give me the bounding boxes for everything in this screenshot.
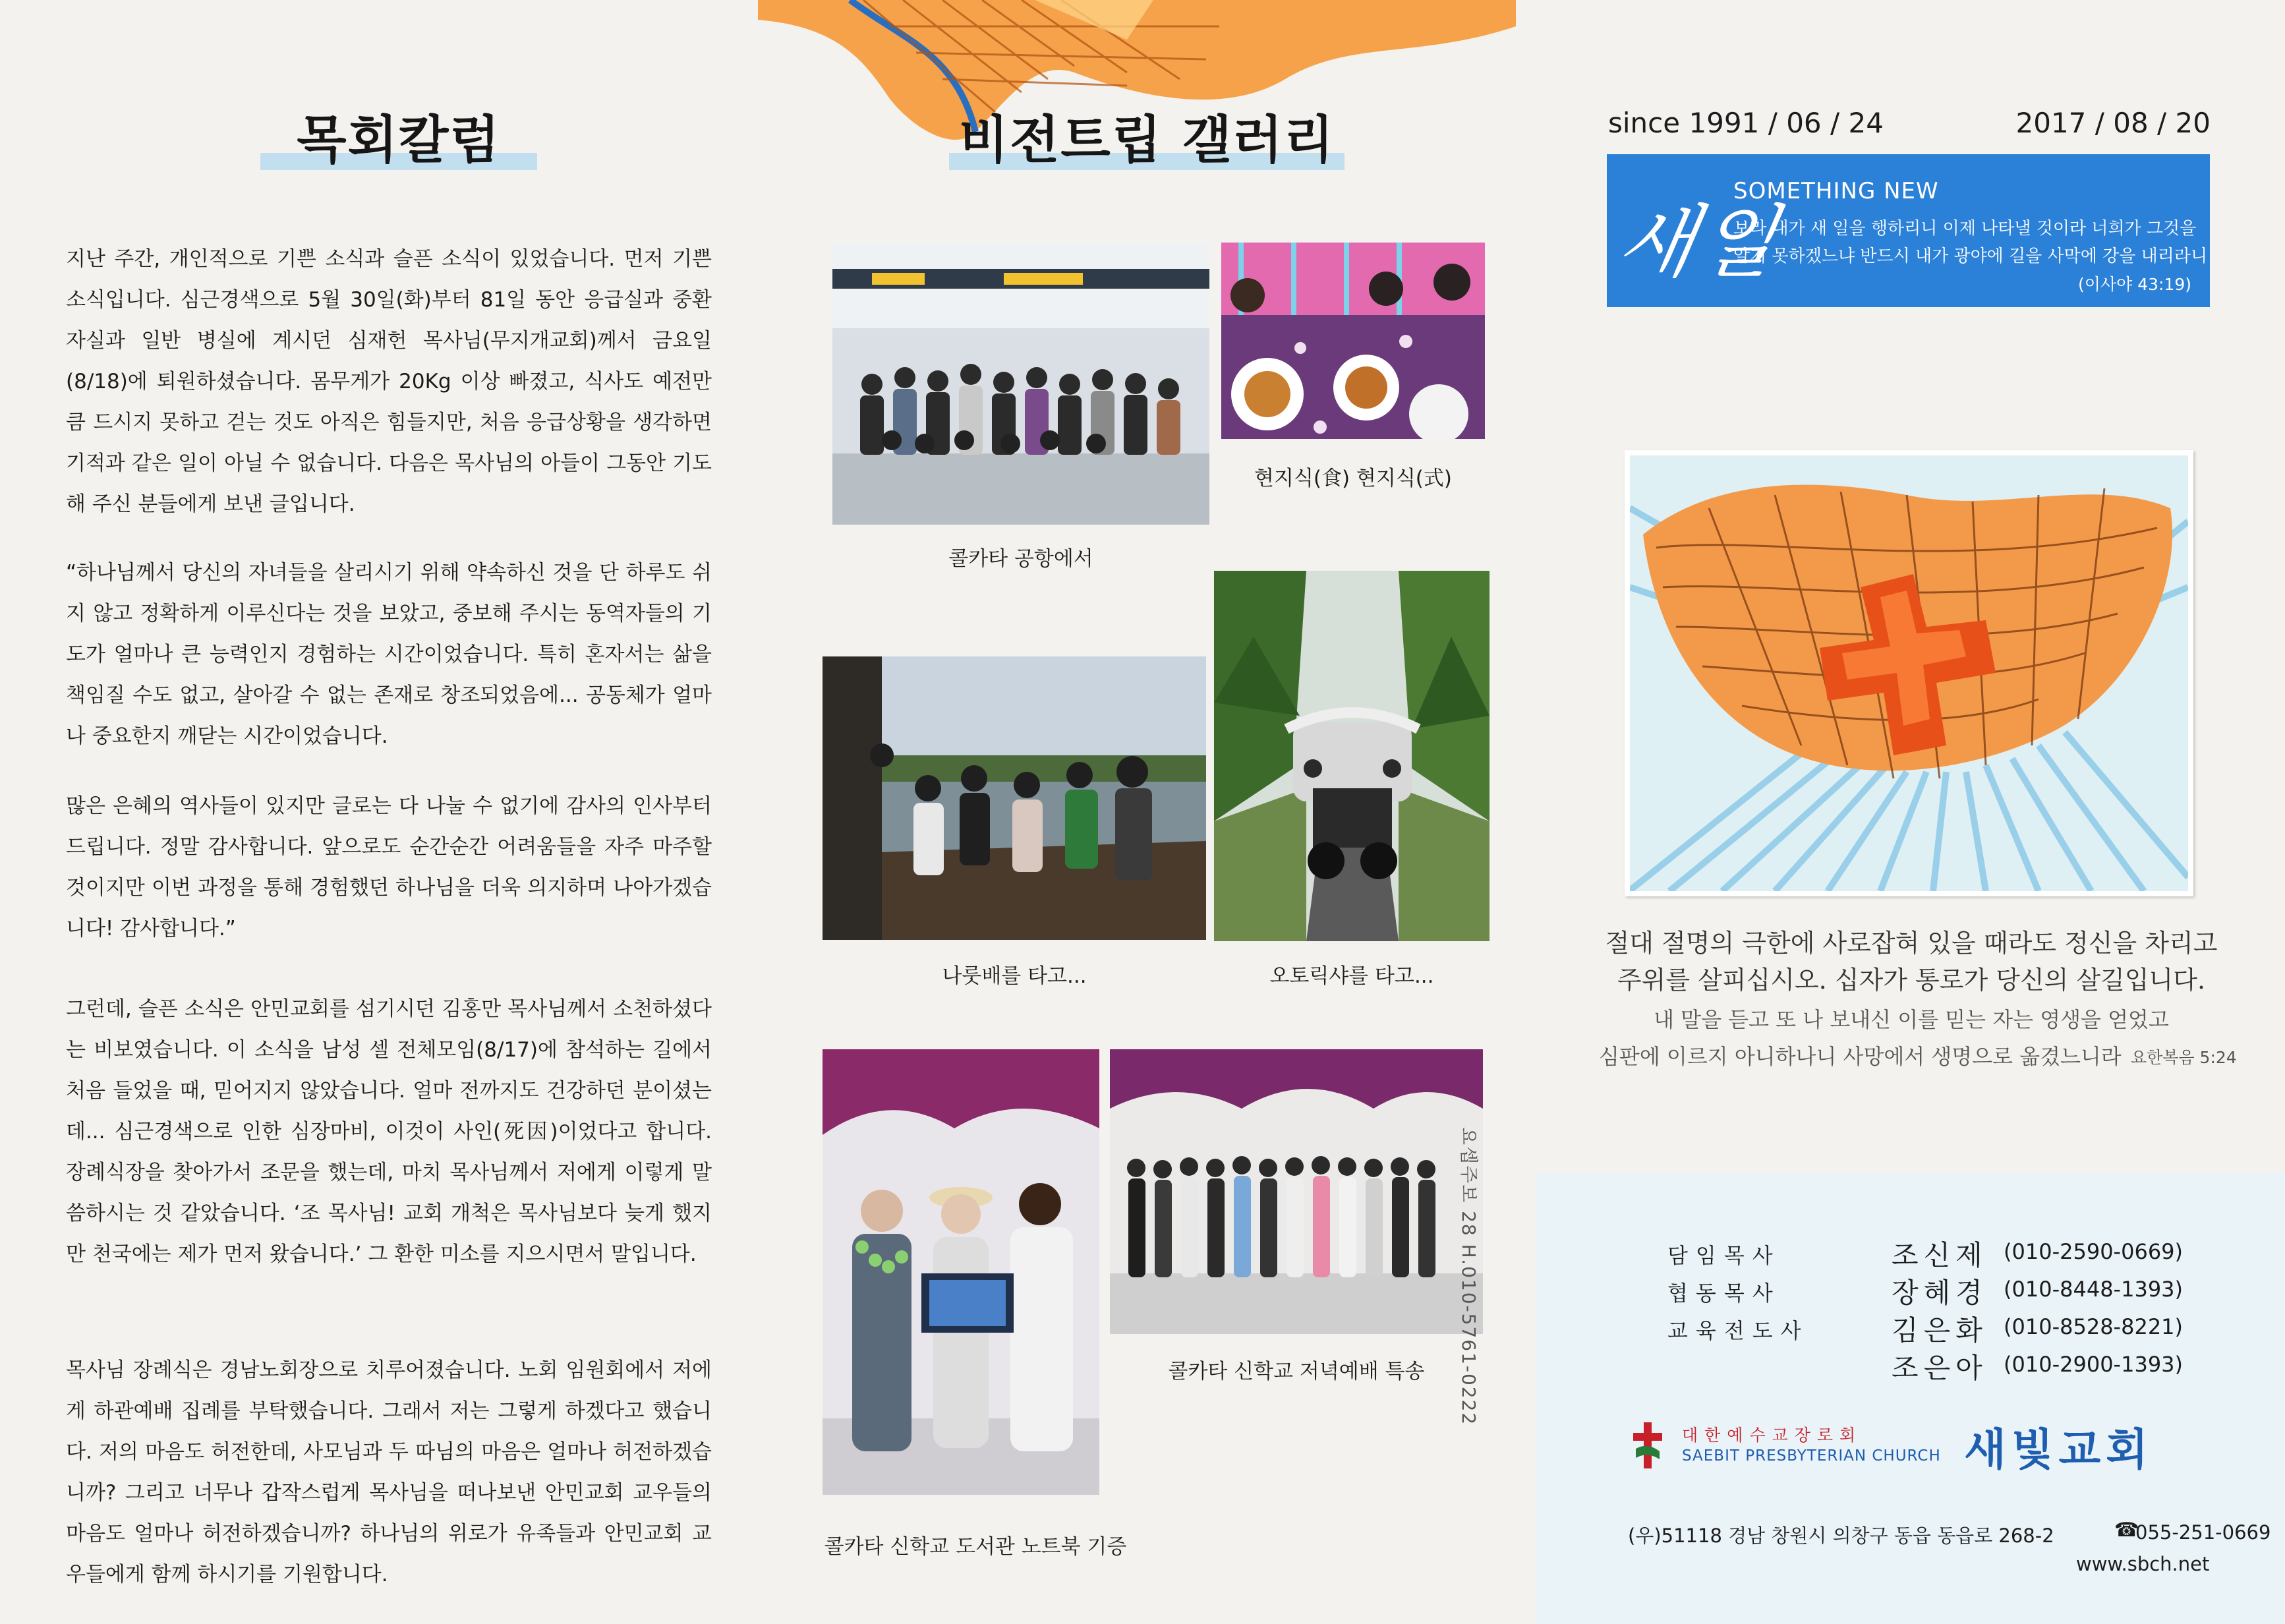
column-paragraph-5: 목사님 장례식은 경남노회장으로 치루어졌습니다. 노회 임원회에서 저에게 하관예배 집례를 부탁했습니다. 그래서 저는 그렇게 하겠다고 했습니다. 저의 마음도 허전한데, 사모님과 두 따님의 마음은 얼마나 허전하겠습니까? 그리고 너무나 갑작스럽게 목사님을 떠나보낸 안민교회 교우들의 마음도 얼마나 허전하겠습니까? 하나님의 위로가 유족들과 안민교회 교우들에게 함께 하시기를 기원합니다. [66, 1358, 712, 1586]
staff-row [1667, 1239, 2208, 1276]
column-paragraph-3: 많은 은혜의 역사들이 있지만 글로는 다 나눌 수 없기에 감사의 인사부터 드립니다. 정말 감사합니다. 앞으로도 순간순간 어려움들을 자주 마주할 것이지만 이번 과정을 통해 경험했던 하나님을 더욱 의지하며 나아가겠습니다! 감사합니다.” [66, 794, 712, 941]
caption-choir: 콜카타 신학교 저녁예배 특송 [1168, 1360, 1425, 1383]
phone-icon: ☎ [2114, 1519, 2139, 1542]
masthead-subtitle: SOMETHING NEW [1733, 178, 1939, 204]
staff-role: 담임목사 [1667, 1243, 1781, 1268]
staff-role: 교육전도사 [1667, 1318, 1809, 1343]
staff-role: 협동목사 [1667, 1281, 1781, 1306]
column-title: 목회칼럼 [260, 99, 537, 173]
staff-name: 장혜경 [1892, 1277, 1988, 1309]
verse-line-1: 보라 내가 새 일을 행하리니 이제 나타낼 것이라 너희가 그것을 [1733, 219, 2197, 239]
staff-phone: (010-2900-1393) [2004, 1352, 2184, 1377]
column-paragraph-2: “하나님께서 당신의 자녀들을 살리시기 위해 약속하신 것을 단 하루도 쉬지 않고 정확하게 이루신다는 것을 보았고, 중보해 주시는 동역자들의 기도가 얼마나 큰 능력인지 경험하는 시간이었습니다. 특히 혼자서는 삶을 책임질 수도 없고, 살아갈 수 없는 존재로 창조되었음에... 공동체가 얼마나 중요한지 깨닫는 시간이었습니다. [66, 561, 712, 748]
staff-name: 김은화 [1892, 1314, 1988, 1347]
staff-phone: (010-8528-8221) [2004, 1314, 2184, 1339]
caption-library: 콜카타 신학교 도서관 노트북 기증 [824, 1535, 1127, 1559]
caption-airport: 콜카타 공항에서 [948, 547, 1093, 571]
staff-phone: (010-2590-0669) [2004, 1239, 2184, 1264]
photo-food [1221, 243, 1485, 439]
scripture-ref: 요한복음 5:24 [2131, 1048, 2237, 1067]
column-paragraph-1: 지난 주간, 개인적으로 기쁜 소식과 슬픈 소식이 있었습니다. 먼저 기쁜 소식입니다. 심근경색으로 5월 30일(화)부터 81일 동안 응급실과 중환자실과 일반 병실에 계시던 심재헌 목사님(무지개교회)께서 금요일(8/18)에 퇴원하셨습니다. 몸무게가 20Kg 이상 빠졌고, 식사도 예전만큼 드시지 못하고 걷는 것도 아직은 힘들지만, 처음 응급상황을 생각하면 기적과 같은 일이 아닐 수 없습니다. 다음은 목사님의 아들이 그동안 기도해 주신 분들에게 보낸 글입니다. [66, 247, 712, 516]
staff-name: 조은아 [1892, 1352, 1988, 1384]
verse-ref: (이사야 43:19) [2078, 275, 2191, 294]
church-phone: 055-251-0669 [2135, 1521, 2271, 1544]
staff-row [1667, 1352, 2208, 1389]
caption-food: 현지식(食) 현지식(式) [1254, 467, 1452, 490]
scripture-line-2: 심판에 이르지 아니하나니 사망에서 생명으로 옮겼느니라 [1599, 1044, 2122, 1069]
gallery-title: 비전트립 갤러리 [949, 99, 1345, 173]
caption-boat: 나룻배를 타고... [942, 964, 1087, 988]
masthead-box [1607, 154, 2210, 307]
photo-choir [1110, 1049, 1483, 1334]
cover-artwork [1625, 450, 2193, 896]
staff-phone: (010-8448-1393) [2004, 1277, 2184, 1302]
cover-quote-line-2: 주위를 살피십시오. 십자가 통로가 당신의 살길입니다. [1617, 966, 2206, 995]
column-paragraph-4: 그런데, 슬픈 소식은 안민교회를 섬기시던 김홍만 목사님께서 소천하셨다는 비보였습니다. 이 소식을 남성 셀 전체모임(8/17)에 참석하는 길에서 처음 들었을 때, 믿어지지 않았습니다. 얼마 전까지도 건강하던 분이셨는데... 심근경색으로 인한 심장마비, 이것이 사인(死因)이었다고 합니다. 장례식장을 찾아가서 조문을 했는데, 마치 목사님께서 저에게 이렇게 말씀하시는 것 같았습니다. ‘조 목사님! 교회 개척은 목사님보다 늦게 했지만 천국에는 제가 먼저 왔습니다.’ 그 환한 미소를 지으시면서 말입니다. [66, 997, 712, 1266]
staff-row [1667, 1314, 2208, 1351]
cover-quote-line-1: 절대 절명의 극한에 사로잡혀 있을 때라도 정신을 차리고 [1605, 929, 2218, 958]
church-name: 새빛교회 [1964, 1424, 2154, 1475]
issue-date: 2017 / 08 / 20 [2015, 107, 2211, 139]
since-date: since 1991 / 06 / 24 [1608, 107, 1884, 139]
caption-rickshaw: 오토릭샤를 타고... [1269, 964, 1434, 988]
photo-boat [823, 656, 1206, 940]
church-english-name: SAEBIT PRESBYTERIAN CHURCH [1682, 1447, 1941, 1464]
photo-airport [832, 243, 1209, 525]
photo-rickshaw [1214, 571, 1490, 941]
church-address: (우)51118 경남 창원시 의창구 동읍 동읍로 268-2 [1628, 1524, 2054, 1547]
logo-text: 새일 [1610, 197, 1788, 289]
staff-name: 조신제 [1892, 1239, 1988, 1271]
denomination: 대한예수교장로회 [1682, 1426, 1863, 1445]
verse-line-2: 알지 못하겠느냐 반드시 내가 광야에 길을 사막에 강을 내리라니 [1733, 246, 2208, 266]
church-website: www.sbch.net [2076, 1553, 2210, 1575]
side-print: 요셉주보 28 H.010-5761-0222 [1458, 1127, 1480, 1426]
staff-row [1667, 1277, 2208, 1314]
scripture-line-1: 내 말을 듣고 또 나 보내신 이를 믿는 자는 영생을 얻었고 [1654, 1007, 2169, 1032]
photo-library [823, 1049, 1099, 1495]
church-cross-icon [1633, 1422, 1662, 1468]
